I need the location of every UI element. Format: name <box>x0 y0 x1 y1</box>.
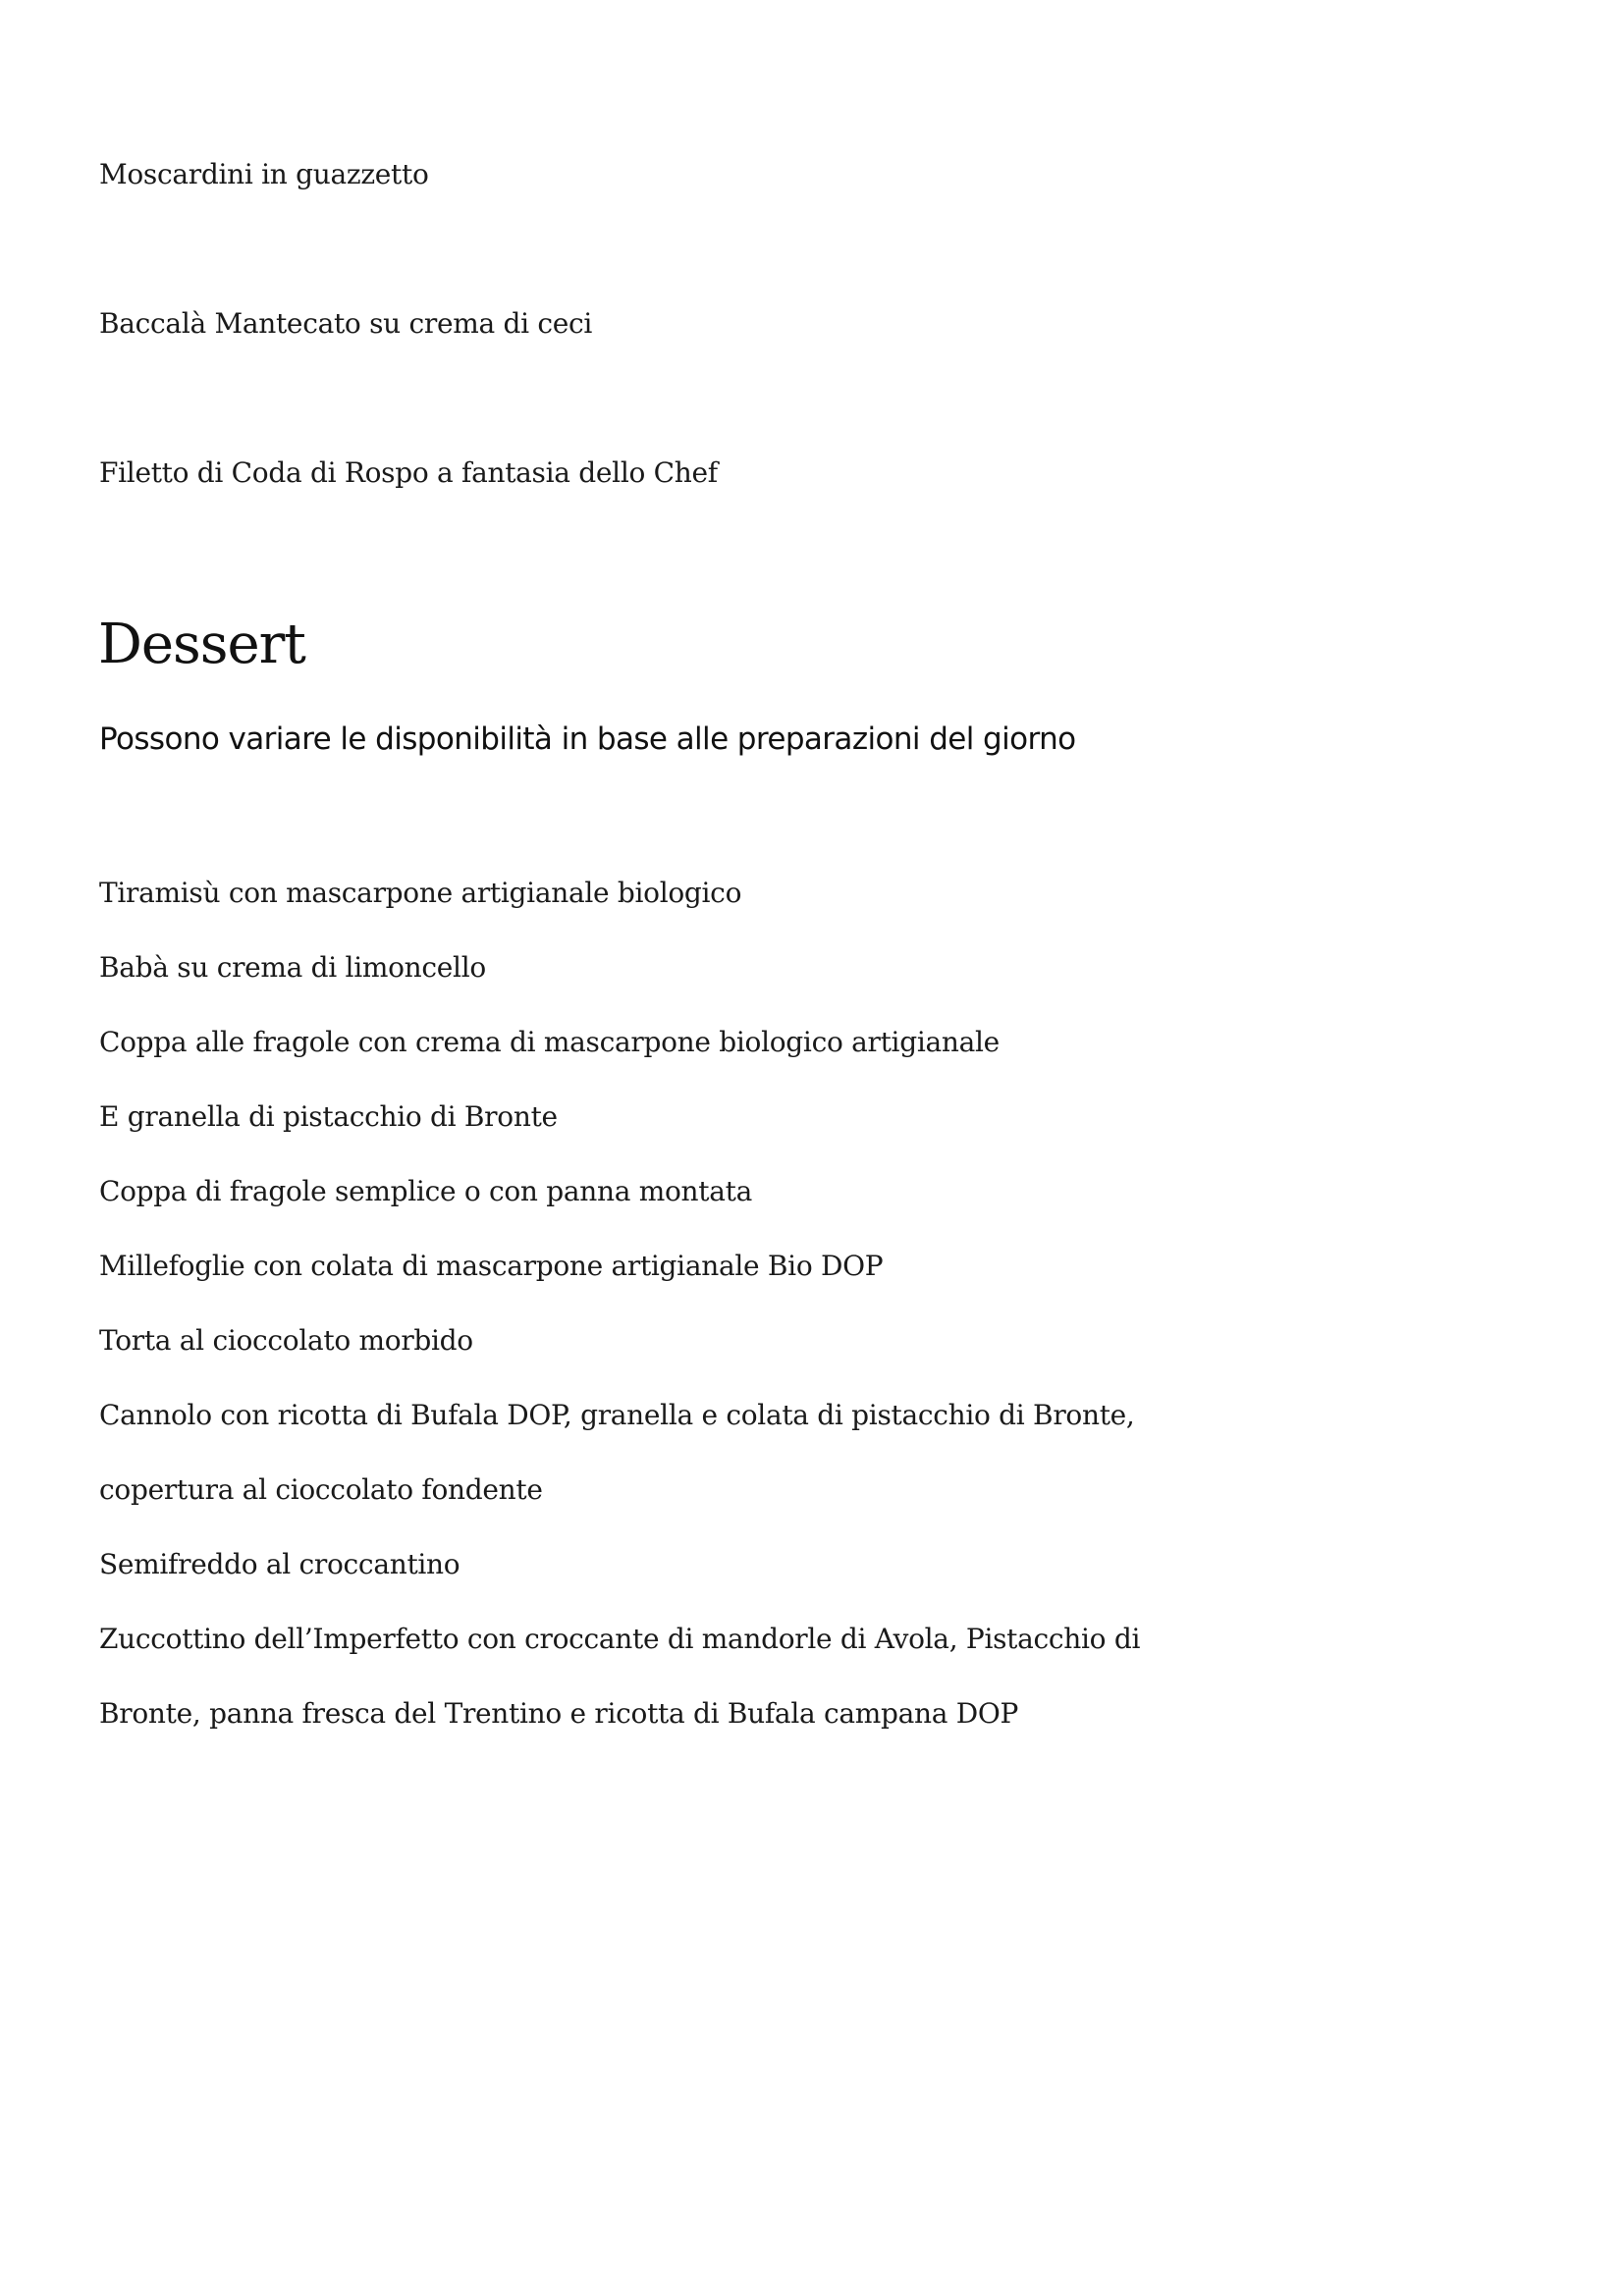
menu-item-coda-di-rospo: Filetto di Coda di Rospo a fantasia dello Chef <box>99 456 718 489</box>
dessert-item-zuccottino-cont: Bronte, panna fresca del Trentino e ricotta di Bufala campana DOP <box>99 1697 1019 1730</box>
dessert-item-millefoglie: Millefoglie con colata di mascarpone artigianale Bio DOP <box>99 1250 884 1282</box>
dessert-item-tiramisu: Tiramisù con mascarpone artigianale biologico <box>99 877 742 909</box>
menu-item-moscardini: Moscardini in guazzetto <box>99 158 429 190</box>
dessert-item-torta-cioccolato: Torta al cioccolato morbido <box>99 1324 473 1357</box>
dessert-item-semifreddo: Semifreddo al croccantino <box>99 1548 460 1580</box>
dessert-item-cannolo: Cannolo con ricotta di Bufala DOP, granella e colata di pistacchio di Bronte, <box>99 1399 1135 1431</box>
dessert-item-zuccottino: Zuccottino dell’Imperfetto con croccante di mandorle di Avola, Pistacchio di <box>99 1623 1141 1655</box>
dessert-item-coppa-fragole-mascarpone: Coppa alle fragole con crema di mascarpone biologico artigianale <box>99 1026 1000 1058</box>
menu-item-baccala: Baccalà Mantecato su crema di ceci <box>99 307 593 340</box>
dessert-item-baba: Babà su crema di limoncello <box>99 951 486 984</box>
dessert-item-coppa-fragole-semplice: Coppa di fragole semplice o con panna montata <box>99 1175 752 1207</box>
dessert-heading: Dessert <box>98 613 305 676</box>
dessert-availability-note: Possono variare le disponibilità in base alle preparazioni del giorno <box>99 721 1076 757</box>
dessert-item-coppa-fragole-mascarpone-cont: E granella di pistacchio di Bronte <box>99 1100 558 1133</box>
dessert-item-cannolo-cont: copertura al cioccolato fondente <box>99 1473 543 1506</box>
